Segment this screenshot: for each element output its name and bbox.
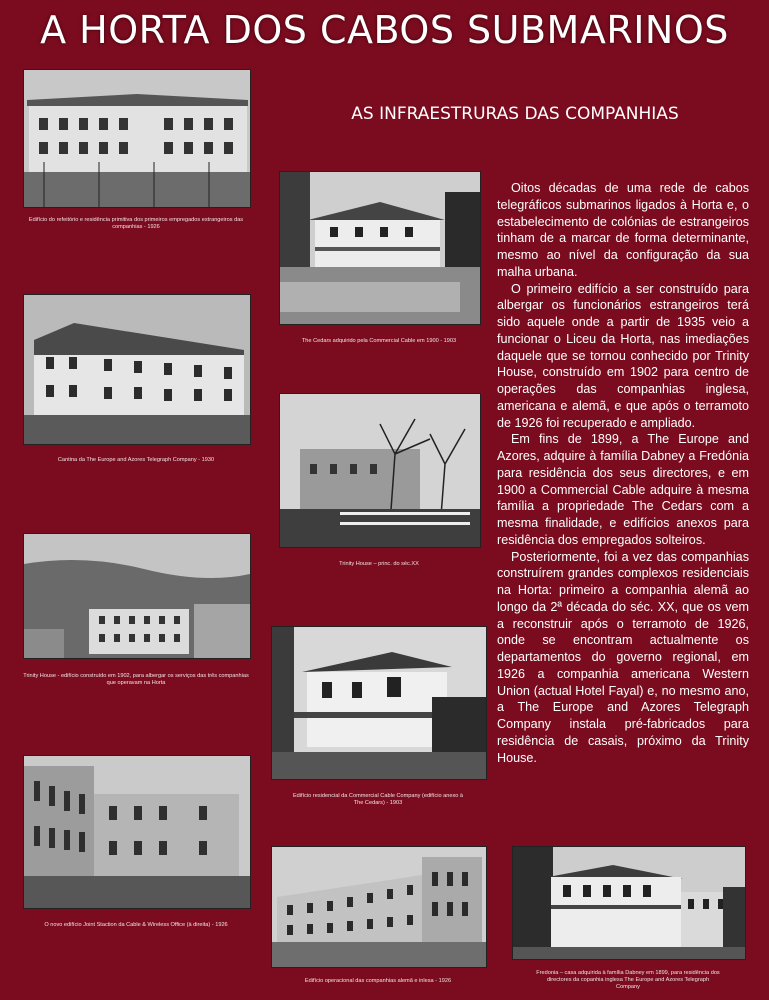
article-body — [497, 180, 749, 766]
poster-title: A HORTA DOS CABOS SUBMARINOS — [40, 8, 729, 52]
photo-edificio-operacional — [271, 846, 487, 968]
paragraph: O primeiro edifício a ser construído para albergar os funcionários estrangeiros terá sido aquele onde a partir de 1935 veio a funcionar o Liceu da Horta, nas imediações daquele que se tornou conhecido por Trinity House, construído em 1902 para centro de operações das companhias inglesa, americana e alemã, e que após o terramoto de 1926 foi recuperado e ampliado. — [497, 281, 749, 430]
caption-the-cedars: The Cedars adquirido pela Commercial Cable em 1900 - 1903 — [301, 338, 457, 344]
caption-joint-station: O novo edifício Joint Staction da Cable & Wireless Office (à direita) - 1926 — [44, 922, 228, 928]
photo-refeitorio — [23, 69, 251, 208]
caption-refeitorio: Edifício do refeitório e residência primitiva dos primeiros empregados estrangeiros das companhias - 1926 — [28, 217, 244, 230]
photo-residencial-commercial-cable — [271, 626, 487, 780]
caption-cantina: Cantina da The Europe and Azores Telegraph Company - 1930 — [57, 457, 215, 463]
photo-joint-station — [23, 755, 251, 909]
paragraph: Oitos décadas de uma rede de cabos telegráficos submarinos ligados à Horta e, o estabelecimento de colónias de estrangeiros tinham de a marcar de forma determinante, mesmo ao nível da configuração da sua malha urbana. — [497, 181, 749, 279]
caption-fredonia: Fredonia – casa adquirida à família Dabney em 1899, para residência dos directores da copanhia inglesa The Europe and Azores Telegraph Company — [536, 970, 720, 990]
caption-edificio-operacional: Edifício operacional das companhias alemã e inlesa - 1926 — [304, 978, 452, 984]
photo-the-cedars — [279, 171, 481, 325]
photo-trinity-house — [279, 393, 481, 548]
paragraph: Em fins de 1899, a The Europe and Azores, adquire à família Dabney a Fredónia para residência dos seus directores, e em 1900 a Commercial Cable adquire à mesma família a propriedade The Cedars com a mesma finalidade, e edifícios anexos para residência dos empregados solteiros. — [497, 432, 749, 547]
paragraph: Posteriormente, foi a vez das companhias construírem grandes complexos residenciais na Horta: primeiro a companhia alemã ao longo da 2ª década do séc. XX, que os vem a reconstruir após o terramoto de 1926, onde se encontram actualmente os departamentos do governo regional, em 1926 a companhia americana Western Union (actual Hotel Fayal) e, no mesmo ano, a The Europe and Azores Telegraph Company instala pré-fabricados para residência de casais, próximo da Trinity House. — [497, 549, 749, 765]
caption-trinity-house-1902: Trinity House - edifício construído em 1902, para albergar os serviços das três companhias que operavam na Horta — [23, 673, 249, 686]
caption-trinity-house: Trinity House – princ. do séc.XX — [339, 561, 419, 567]
caption-residencial-commercial-cable: Edifício residencial da Commercial Cable Company (edifício anexo à The Cedars) - 1903 — [292, 793, 464, 806]
photo-trinity-house-1902 — [23, 533, 251, 659]
section-subtitle: AS INFRAESTRURAS DAS COMPANHIAS — [351, 104, 679, 124]
photo-cantina — [23, 294, 251, 445]
photo-fredonia — [512, 846, 746, 960]
